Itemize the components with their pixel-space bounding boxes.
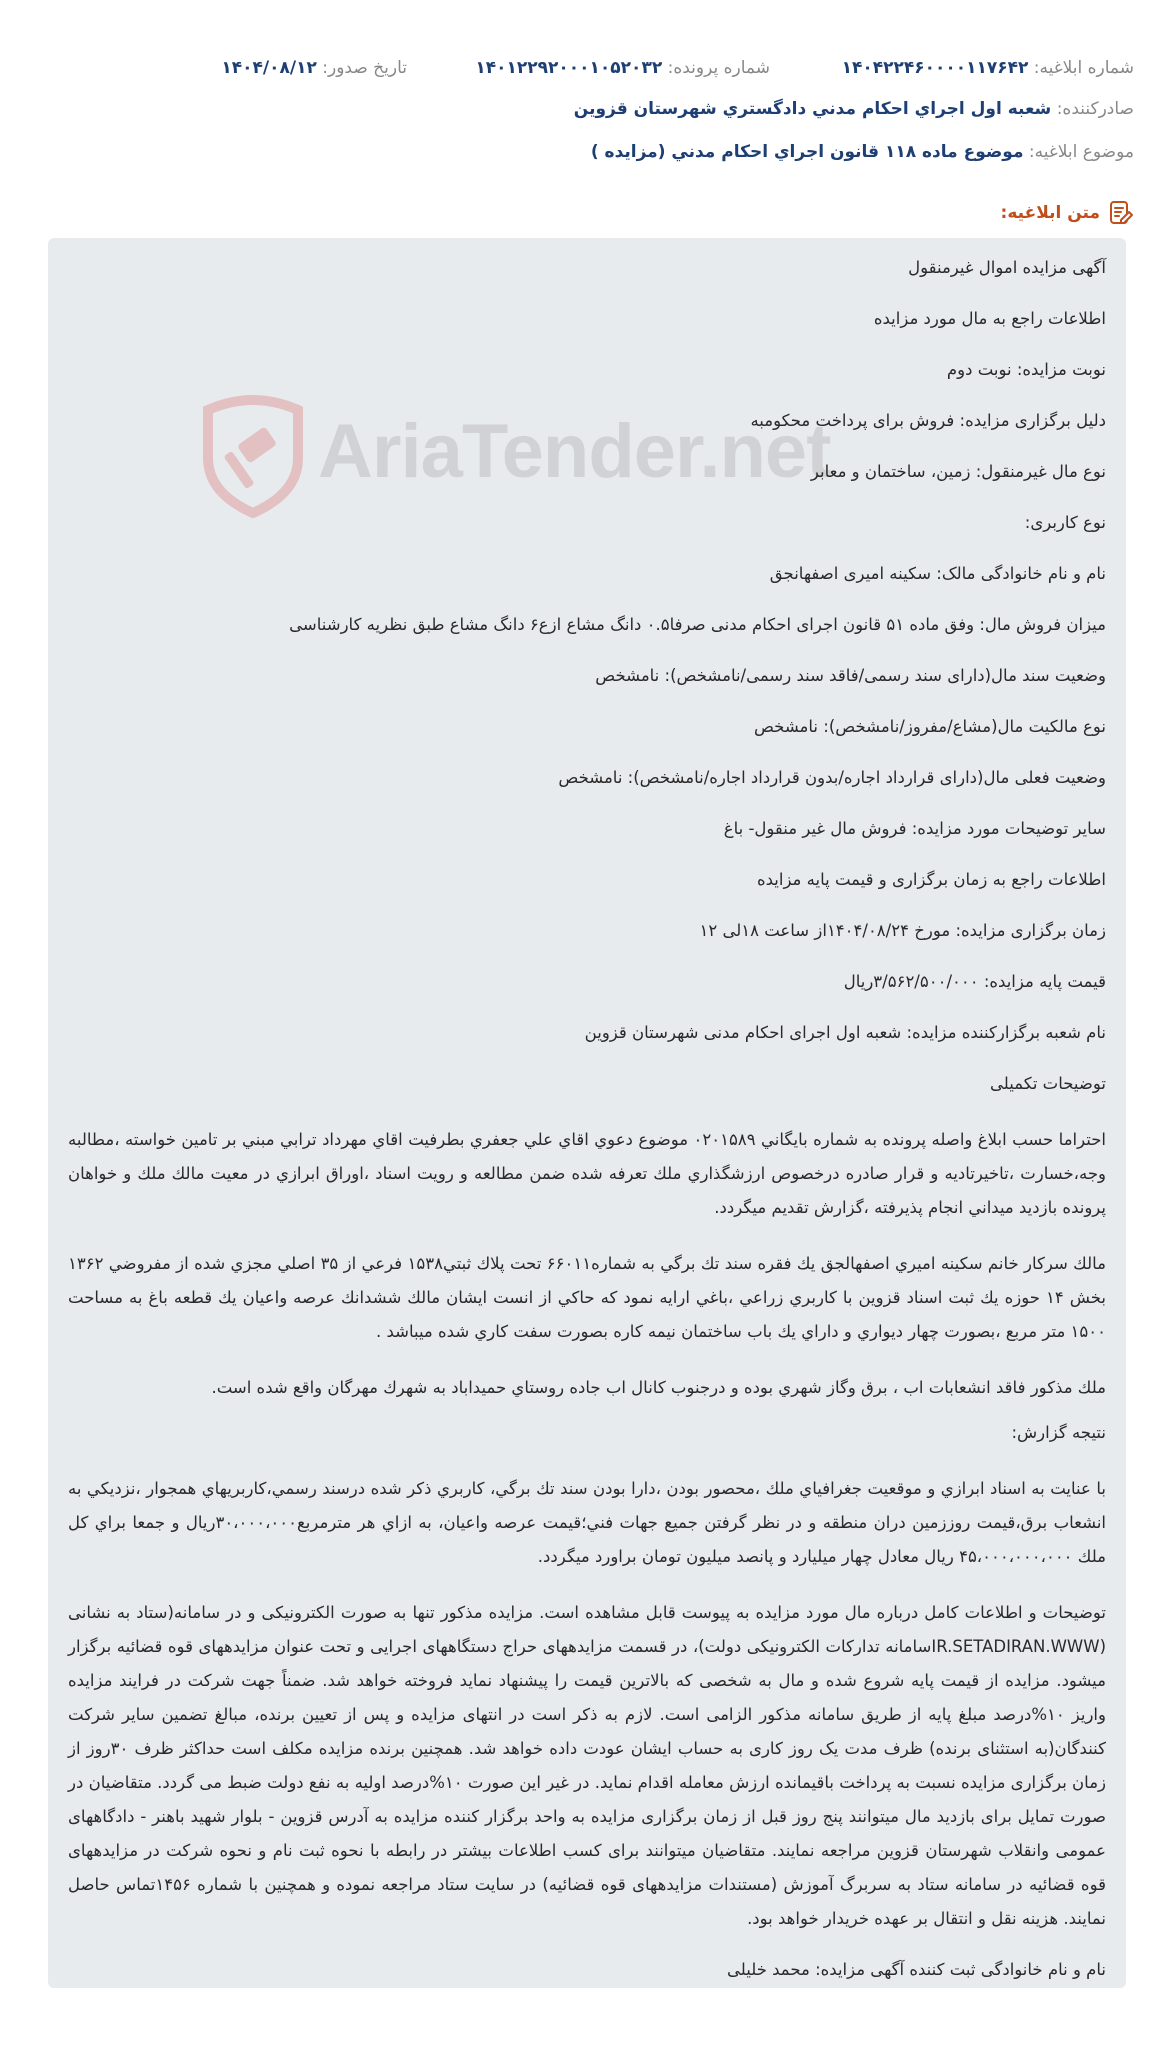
body-line: میزان فروش مال: وفق ماده ۵۱ قانون اجرای احکام مدنی صرفا۰.۵ دانگ مشاع ازع۶ دانگ مشاع طبق نظریه کارشناسی xyxy=(289,615,1106,634)
body-line: اطلاعات راجع به مال مورد مزایده xyxy=(873,309,1106,328)
body-paragraph: توضیحات و اطلاعات کامل درباره مال مورد مزایده به پیوست قابل مشاهده است. مزایده مذکور تنها به صورت الکترونیکی و در سامانه(ستاد به نشانی (IR.SETADIRAN.WWWسامانه تدارکات الکترونیکی دولت)، در قسمت مزایدههای حراج دستگاههای اجرایی و تحت عنوان مزایدههای قوه قضائیه برگزار میشود. مزایده از قیمت پایه شروع شده و مال به شخصی که بالاترین قیمت را پیشنهاد نماید فروخته خواهد شد. ضمناً جهت شرکت در فرایند مزایده واریز ۱۰%درصد مبلغ پایه از طریق سامانه مذکور الزامی است. لازم به ذکر است در انتهای مزایده و پس از تعیین برنده، مبالغ تضمین سایر شرکت کنندگان(به استثنای برنده) ظرف مدت یک روز کاری به حساب ایشان عودت داده خواهد شد. همچنین برنده مزایده مکلف است حداکثر ظرف ۳۰روز از زمان برگزاری مزایده نسبت به پرداخت باقیمانده ارزش معامله اقدام نماید. در غیر این صورت ۱۰%درصد اولیه به نفع دولت ضبط می گردد. متقاضیان در صورت تمایل برای بازدید مال میتوانند پنج روز قبل از زمان برگزاری مزایده به واحد برگزار کننده مزایده به آدرس قزوین - بلوار شهید باهنر - دادگاههای عمومی وانقلاب شهرستان قزوین مراجعه نمایند. متقاضیان میتوانند برای کسب اطلاعات بیشتر در رابطه با نحوه ثبت نام و نحوه شرکت در مزایدههای قوه قضائیه در سامانه ستاد به سربرگ آموزش (مستندات مزایدههای قوه قضائیه) در سایت ستاد مراجعه نموده و همچنین با شماره ۱۴۵۶تماس حاصل نمایند. هزینه نقل و انتقال بر عهده خریدار خواهد بود. xyxy=(68,1603,1107,1928)
body-line: سایر توضیحات مورد مزایده: فروش مال غیر منقول- باغ xyxy=(723,819,1106,838)
body-line: نوع مالکیت مال(مشاع/مفروز/نامشخص): نامشخص xyxy=(753,717,1106,736)
document-edit-icon xyxy=(1108,200,1134,226)
case-number-label: شماره پرونده: xyxy=(667,58,770,78)
case-number-value: ۱۴۰۱۲۲۹۲۰۰۰۱۰۵۲۰۳۲ xyxy=(475,58,663,78)
issue-date-label: تاریخ صدور: xyxy=(322,58,407,78)
body-paragraph: ملك مذكور فاقد انشعابات اب ، برق وگاز شهري بوده و درجنوب كانال اب جاده روستاي حميداباد به شهرك مهرگان واقع شده است. xyxy=(211,1378,1106,1397)
watermark xyxy=(188,388,848,518)
body-paragraph: مالك سركار خانم سكينه اميري اصفهالجق يك فقره سند تك برگي به شماره۶۶۰۱۱ تحت پلاك ثبتي۱۵۳۸ فرعي از ۳۵ اصلي مجزي شده از مفروضي ۱۳۶۲ بخش ۱۴ حوزه يك ثبت اسناد قزوين با كاربري زراعي ،باغي ارايه نمود كه حاكي از انست ايشان مالك ششدانك عرصه واعيان يك قطعه باغ به مساحت ۱۵۰۰ متر مربع ،بصورت چهار ديواري و داراي يك باب ساختمان نيمه كاره بصورت سفت كاري شده ميباشد . xyxy=(68,1254,1107,1341)
issuer-row xyxy=(40,97,1134,121)
notice-number-label: شماره ابلاغیه: xyxy=(1033,58,1134,78)
report-heading: نتيجه گزارش: xyxy=(1011,1423,1106,1442)
case-number xyxy=(475,56,770,80)
body-line: قیمت پایه مزایده: ۳/۵۶۲/۵۰۰/۰۰۰ریال xyxy=(843,972,1106,991)
watermark-logo-icon xyxy=(188,388,318,518)
issuer-label: صادرکننده: xyxy=(1056,99,1134,119)
registrar-line: نام و نام خانوادگی ثبت کننده آگهی مزایده: محمد خلیلی xyxy=(727,1960,1106,1979)
body-line: اطلاعات راجع به زمان برگزاری و قیمت پایه مزایده xyxy=(756,870,1106,889)
body-line: وضعیت فعلی مال(دارای قرارداد اجاره/بدون قرارداد اجاره/نامشخص): نامشخص xyxy=(558,768,1106,787)
notice-number-value: ۱۴۰۴۲۲۴۶۰۰۰۰۱۱۷۶۴۲ xyxy=(841,58,1029,78)
body-line: نام و نام خانوادگی مالک: سکینه امیری اصفهانجق xyxy=(769,564,1106,583)
notice-number xyxy=(842,56,1134,80)
watermark-text: AriaTender.net xyxy=(318,409,831,494)
notice-text-title: متن ابلاغیه: xyxy=(1000,203,1100,223)
issue-date-value: ۱۴۰۴/۰۸/۱۲ xyxy=(221,58,317,78)
body-line: نوع کاربری: xyxy=(1024,513,1106,532)
body-line: نام شعبه برگزارکننده مزایده: شعبه اول اجرای احکام مدنی شهرستان قزوین xyxy=(584,1023,1106,1042)
notice-text-box xyxy=(48,238,1126,1988)
body-paragraph: با عنايت به اسناد ابرازي و موقعيت جغرافياي ملك ،محصور بودن ،دارا بودن سند تك برگي، كاربري ذكر شده درسند رسمي،كاربريهاي همجوار ،نزديكي به انشعاب برق،قيمت روززمين دران منطقه و در نظر گرفتن جميع جهات فني؛قيمت عرصه واعيان، به ازاي هر مترمربع۳۰،۰۰۰،۰۰۰ريال و جمعا براي كل ملك ۴۵،۰۰۰،۰۰۰،۰۰۰ ريال معادل چهار ميليارد و پانصد ميليون تومان براورد ميگردد. xyxy=(68,1479,1107,1566)
body-paragraph: احتراما حسب ابلاغ واصله پرونده به شماره بايگاني ۰۲۰۱۵۸۹ موضوع دعوي اقاي علي جعفري بطرفيت اقاي مهرداد ترابي مبني بر تامين خواسته ،مطالبه وجه،خسارت ،تاخيرتاديه و قرار صادره درخصوص ارزشگذاري ملك تعرفه شده ضمن مطالعه و رويت اسناد ،اوراق ابرازي در معيت مالك ملك و خواهان پرونده بازديد ميداني انجام پذيرفته ،گزارش تقديم ميگردد. xyxy=(68,1130,1106,1217)
body-line: وضعیت سند مال(دارای سند رسمی/فاقد سند رسمی/نامشخص): نامشخص xyxy=(595,666,1106,685)
body-line: آگهی مزایده اموال غیرمنقول xyxy=(908,258,1106,277)
body-line: دلیل برگزاری مزایده: فروش برای پرداخت محکومبه xyxy=(750,411,1106,430)
body-line: توضیحات تکمیلی xyxy=(990,1074,1106,1093)
subject-label: موضوع ابلاغیه: xyxy=(1028,142,1134,162)
body-line: زمان برگزاری مزایده: مورخ ۱۴۰۴/۰۸/۲۴از ساعت ۱۸لی ۱۲ xyxy=(699,921,1106,940)
subject-value: موضوع ماده ۱۱۸ قانون اجراي احكام مدني (مزايده ) xyxy=(590,142,1024,162)
body-line: نوبت مزایده: نوبت دوم xyxy=(946,360,1106,379)
notice-text-heading xyxy=(1001,198,1134,228)
subject-row xyxy=(40,140,1134,164)
body-line: نوع مال غیرمنقول: زمین، ساختمان و معابر xyxy=(810,462,1106,481)
issuer-value: شعبه اول اجراي احكام مدني دادگستري شهرستان قزوين xyxy=(573,99,1052,119)
issue-date xyxy=(221,56,407,80)
